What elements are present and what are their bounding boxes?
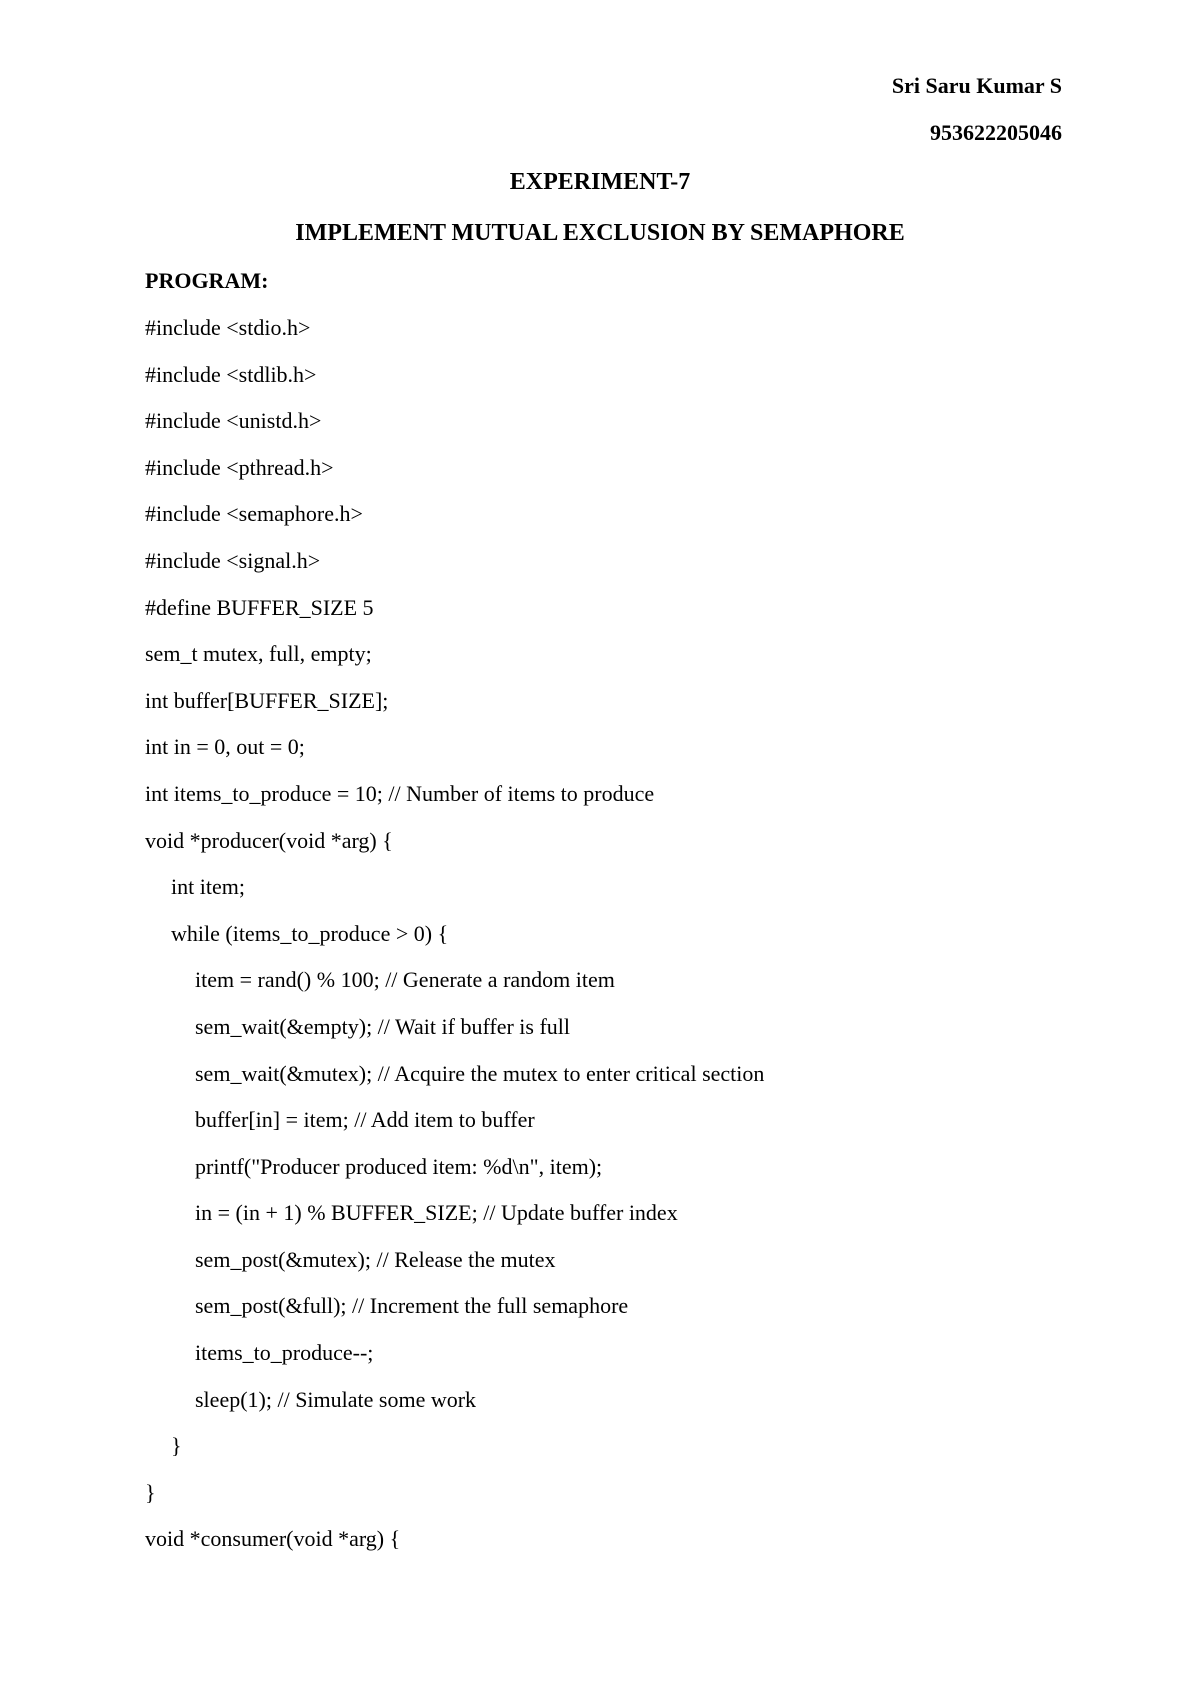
- code-line: while (items_to_produce > 0) {: [171, 920, 449, 946]
- code-line: in = (in + 1) % BUFFER_SIZE; // Update buffer index: [195, 1200, 678, 1226]
- code-line: int in = 0, out = 0;: [145, 734, 305, 760]
- code-line: }: [171, 1433, 182, 1459]
- code-line: void *consumer(void *arg) {: [145, 1526, 401, 1552]
- code-line: sem_post(&mutex); // Release the mutex: [195, 1246, 556, 1272]
- author-name: Sri Saru Kumar S: [891, 73, 1062, 98]
- code-line: #define BUFFER_SIZE 5: [145, 594, 374, 620]
- experiment-title: EXPERIMENT-7: [509, 169, 691, 195]
- code-line: #include <signal.h>: [145, 547, 321, 573]
- code-listing: [145, 315, 1145, 1573]
- code-line: #include <pthread.h>: [145, 454, 334, 480]
- code-line: item = rand() % 100; // Generate a random item: [195, 967, 615, 993]
- program-label: PROGRAM:: [145, 268, 269, 293]
- code-line: }: [145, 1479, 156, 1505]
- code-line: sem_post(&full); // Increment the full semaphore: [195, 1293, 629, 1319]
- code-line: int items_to_produce = 10; // Number of items to produce: [145, 780, 655, 806]
- code-line: #include <semaphore.h>: [145, 501, 363, 527]
- code-line: sem_t mutex, full, empty;: [145, 641, 372, 667]
- code-line: #include <stdlib.h>: [145, 361, 317, 387]
- experiment-subtitle: IMPLEMENT MUTUAL EXCLUSION BY SEMAPHORE: [295, 220, 905, 246]
- code-line: int buffer[BUFFER_SIZE];: [145, 687, 389, 713]
- code-line: sem_wait(&empty); // Wait if buffer is full: [195, 1013, 571, 1039]
- code-line: items_to_produce--;: [195, 1340, 374, 1366]
- author-id: 953622205046: [930, 120, 1062, 145]
- code-line: sleep(1); // Simulate some work: [195, 1386, 477, 1412]
- code-line: printf("Producer produced item: %d\n", item);: [195, 1153, 603, 1179]
- code-line: #include <unistd.h>: [145, 408, 322, 434]
- code-line: buffer[in] = item; // Add item to buffer: [195, 1107, 535, 1133]
- code-line: int item;: [171, 874, 245, 900]
- code-line: #include <stdio.h>: [145, 315, 311, 340]
- code-line: void *producer(void *arg) {: [145, 827, 393, 853]
- code-line: sem_wait(&mutex); // Acquire the mutex to enter critical section: [195, 1060, 765, 1086]
